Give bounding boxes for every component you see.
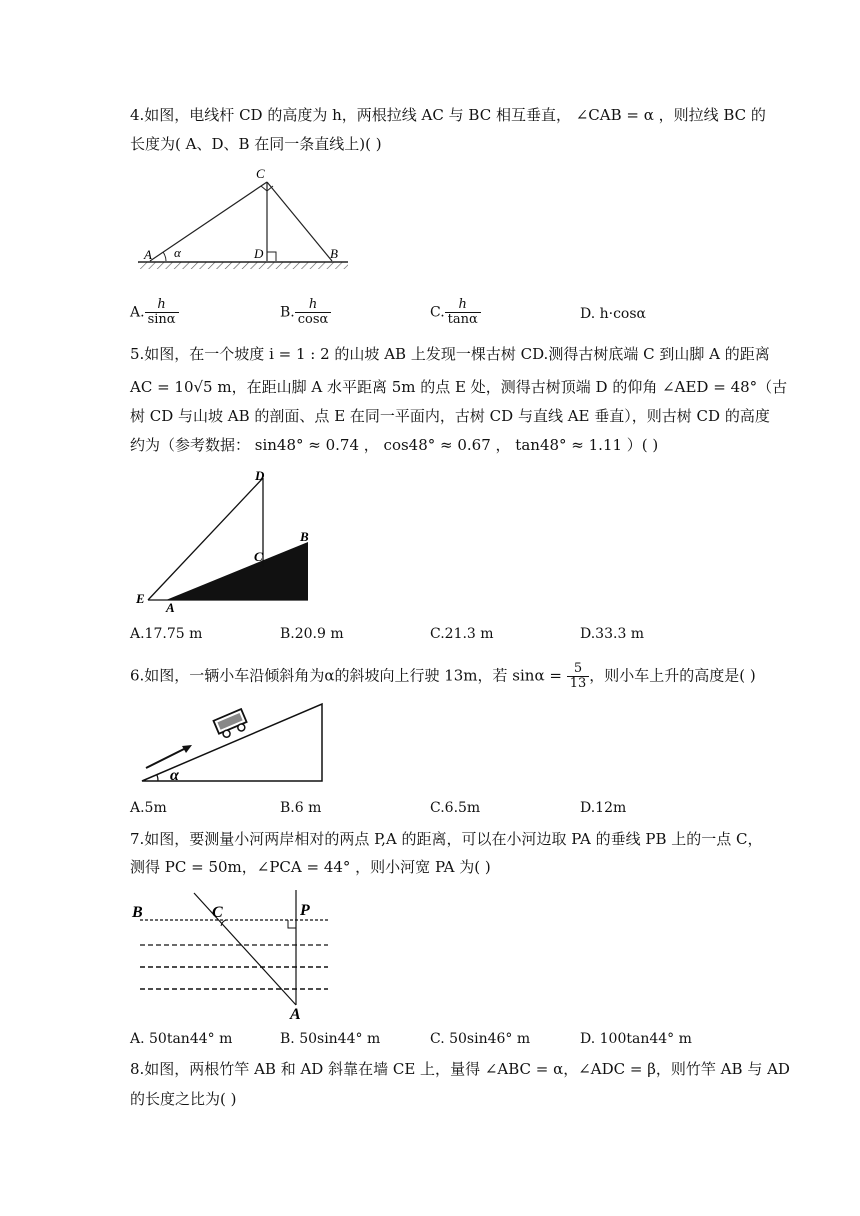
line-AC	[150, 182, 267, 261]
q5-option-a: A.17.75 m	[130, 626, 203, 642]
label-alpha: α	[170, 767, 179, 784]
q6-line1: 6.如图，一辆小车沿倾斜角为α的斜坡向上行驶 13m，若 sinα = $\frac{5}{13}$ ，则小车上升的高度是( )	[130, 661, 756, 691]
q7-option-d: D. 100tan44° m	[580, 1031, 692, 1047]
q7-line1: 7.如图，要测量小河两岸相对的两点 P,A 的距离，可以在小河边取 PA 的垂线 PB 上的一点 C，	[130, 830, 763, 848]
label-D: D	[255, 468, 265, 483]
label-D: D	[254, 246, 264, 261]
label-B: B	[300, 529, 309, 544]
q7-option-c: C. 50sin46° m	[430, 1031, 531, 1047]
q7-option-a: A. 50tan44° m	[130, 1031, 233, 1047]
label-B: B	[132, 904, 143, 921]
label-A: A	[166, 600, 175, 615]
label-C: C	[256, 166, 265, 181]
label-A: A	[144, 247, 152, 262]
q6-option-d: D.12m	[580, 800, 627, 816]
q5-line4: 约为（参考数据： sin48° ≈ 0.74 ， cos48° ≈ 0.67 ， tan48° ≈ 1.11 ）( )	[130, 436, 659, 454]
q4-figure	[130, 160, 360, 275]
q4-option-d: D. h·cosα	[580, 306, 647, 322]
q4-option-a: A. $\frac{h}{\sin\alpha}$	[130, 298, 179, 327]
q5-option-d: D.33.3 m	[580, 626, 645, 642]
q4-line1: 4.如图，电线杆 CD 的高度为 h，两根拉线 AC 与 BC 相互垂直， ∠CAB = α ，则拉线 BC 的	[130, 106, 766, 124]
line-BC	[267, 182, 332, 261]
q7-option-b: B. 50sin44° m	[280, 1031, 381, 1047]
label-C: C	[254, 549, 263, 564]
q5-line3: 树 CD 与山坡 AB 的剖面、点 E 在同一平面内，古树 CD 与直线 AE 垂直），则古树 CD 的高度	[130, 407, 770, 425]
label-alpha: α	[174, 245, 181, 260]
label-C: C	[212, 904, 223, 921]
label-B: B	[330, 246, 338, 261]
q5-line2: AC = 10√5 m，在距山脚 A 水平距离 5m 的点 E 处，测得古树顶端 D 的仰角 ∠AED = 48°（古	[130, 378, 788, 396]
q5-option-c: C.21.3 m	[430, 626, 494, 642]
label-P: P	[300, 902, 310, 919]
ground-hatch	[138, 262, 348, 269]
q7-line2: 测得 PC = 50m，∠PCA = 44° ，则小河宽 PA 为( )	[130, 858, 491, 876]
q4-line2: 长度为( A、D、B 在同一条直线上)( )	[130, 135, 382, 153]
cart-icon	[214, 709, 250, 740]
q6-option-a: A.5m	[130, 800, 167, 816]
q4-option-b: B. $\frac{h}{\cos\alpha}$	[280, 298, 331, 327]
q8-line1: 8.如图，两根竹竿 AB 和 AD 斜靠在墙 CE 上，量得 ∠ABC = α，∠ADC = β，则竹竿 AB 与 AD	[130, 1060, 790, 1078]
q6-figure	[130, 696, 340, 791]
q5-figure	[130, 462, 330, 617]
q8-line2: 的长度之比为( )	[130, 1090, 237, 1108]
slope-AB	[166, 542, 308, 600]
label-A: A	[290, 1006, 301, 1023]
q7-figure	[130, 885, 340, 1023]
q6-option-c: C.6.5m	[430, 800, 481, 816]
line-CA	[194, 893, 296, 1005]
q5-option-b: B.20.9 m	[280, 626, 344, 642]
q5-line1: 5.如图，在一个坡度 i = 1 : 2 的山坡 AB 上发现一棵古树 CD.测得古树底端 C 到山脚 A 的距离	[130, 345, 770, 363]
q4-option-c: C. $\frac{h}{\tan\alpha}$	[430, 298, 481, 327]
label-E: E	[136, 591, 145, 606]
q6-option-b: B.6 m	[280, 800, 322, 816]
